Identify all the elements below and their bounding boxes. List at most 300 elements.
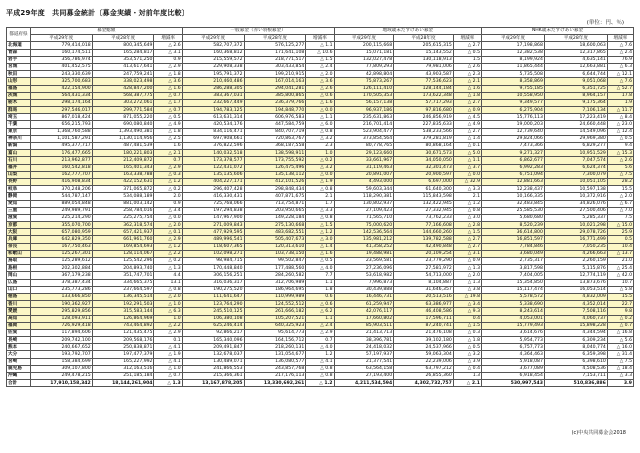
prefecture-cell: 石川 — [7, 157, 31, 164]
value-cell: 303,272,061 — [92, 99, 154, 106]
table-row — [7, 63, 634, 70]
total-value-cell: △ 2.1 — [453, 380, 481, 387]
value-cell: 8,358,869 — [482, 78, 545, 85]
header-row-subheads — [7, 35, 634, 42]
value-cell: △ 2.7 — [453, 128, 481, 135]
prefecture-cell: 京都 — [7, 222, 31, 229]
subheader-fy28: 平成28年度 — [92, 35, 154, 42]
value-cell: 0.9 — [154, 200, 182, 207]
prefecture-cell: 香川 — [7, 301, 31, 308]
value-cell: 0.7 — [154, 157, 182, 164]
value-cell: 779,414,018 — [30, 42, 92, 49]
value-cell: 371,065,872 — [92, 186, 154, 193]
value-cell: 4,832,009 — [544, 293, 607, 300]
value-cell: 2,735,317 — [482, 258, 545, 265]
value-cell: 23,569,581 — [334, 258, 394, 265]
value-cell: 690,080,840 — [92, 121, 154, 128]
value-cell: 190,362,927 — [30, 301, 92, 308]
value-cell: 197,294,838 — [182, 207, 244, 214]
value-cell: △ 1.2 — [453, 200, 481, 207]
value-cell: △ 6.3 — [154, 308, 182, 315]
value-cell: 39,102,180 — [394, 337, 454, 344]
value-cell: 7,784,846 — [482, 243, 545, 250]
value-cell: △ 3.0 — [453, 214, 481, 221]
value-cell: 6,309,234 — [544, 337, 607, 344]
value-cell: △ 2.6 — [306, 85, 334, 92]
value-cell: 420,534,176 — [182, 121, 244, 128]
value-cell: 523,904,477 — [334, 128, 394, 135]
value-cell: 97,816,680 — [394, 107, 454, 114]
value-cell: 1.1 — [306, 315, 334, 322]
value-cell: 19,000,203 — [482, 121, 545, 128]
value-cell: 6,644,744 — [544, 71, 607, 78]
value-cell: 640,325,923 — [244, 322, 306, 329]
value-cell: 5,285,337 — [544, 214, 607, 221]
value-cell: 232,667,449 — [182, 99, 244, 106]
value-cell: △ 6.7 — [607, 200, 633, 207]
value-cell: △ 2.2 — [154, 322, 182, 329]
value-cell: △ 52.7 — [607, 85, 633, 92]
value-cell: 367,179,238 — [30, 272, 92, 279]
value-cell: 404,227,171 — [182, 178, 244, 185]
value-cell: 212,409,872 — [92, 157, 154, 164]
value-cell: 236,379,766 — [244, 99, 306, 106]
prefecture-cell: 島根 — [7, 265, 31, 272]
value-cell: 136,080,577 — [244, 358, 306, 365]
value-cell: △ 1.5 — [306, 56, 334, 63]
value-cell: 1.6 — [154, 143, 182, 150]
value-cell: 489,996,541 — [182, 236, 244, 243]
value-cell: 218,771,517 — [244, 56, 306, 63]
value-cell: 57,717,293 — [394, 99, 454, 106]
value-cell: △ 1.4 — [306, 243, 334, 250]
value-cell: 42,076,117 — [334, 308, 394, 315]
prefecture-cell: 高知 — [7, 315, 31, 322]
value-cell: △ 0.8 — [306, 365, 334, 372]
table-row — [7, 293, 634, 300]
value-cell: △ 2.4 — [607, 49, 633, 56]
value-cell: 413,617,641 — [92, 63, 154, 70]
value-cell: 657,421,937 — [92, 229, 154, 236]
page-title: 平成29年度 共同募金統計〔募金実績・対前年度比較〕 — [6, 9, 189, 17]
value-cell: 353,571,250 — [92, 56, 154, 63]
value-cell: 8,040,774 — [544, 344, 607, 351]
value-cell: △ 0.0 — [453, 171, 481, 178]
value-cell: 251,185,184 — [92, 373, 154, 380]
value-cell: 4,060,737 — [544, 315, 607, 322]
value-cell: 75,873,267 — [334, 78, 394, 85]
value-cell: 258,784,016 — [92, 207, 154, 214]
value-cell: △ 0.7 — [154, 373, 182, 380]
table-row — [7, 308, 634, 315]
value-cell: △ 0.8 — [306, 186, 334, 193]
value-cell: 131,054,677 — [244, 351, 306, 358]
value-cell: 210,460,486 — [182, 78, 244, 85]
header-red-feather: 一般募金（赤い羽根募金） — [182, 28, 334, 35]
value-cell: △ 25.4 — [607, 265, 633, 272]
table-row — [7, 171, 634, 178]
prefecture-cell: 新潟 — [7, 143, 31, 150]
value-cell: △ 3.3 — [607, 373, 633, 380]
value-cell: 0.1 — [154, 337, 182, 344]
value-cell: 123,764,290 — [182, 301, 244, 308]
value-cell: 477,929,595 — [182, 229, 244, 236]
subheader-fy29: 平成29年度 — [482, 35, 545, 42]
value-cell: 564,431,334 — [30, 92, 92, 99]
value-cell: △ 0.3 — [453, 329, 481, 336]
value-cell: △ 10.6 — [306, 49, 334, 56]
value-cell: 26,855,360 — [394, 373, 454, 380]
prefecture-cell: 宮城 — [7, 63, 31, 70]
value-cell: △ 1.7 — [154, 99, 182, 106]
value-cell: 8,104,887 — [394, 279, 454, 286]
value-cell: 186,964,695 — [244, 286, 306, 293]
value-cell: △ 6.0 — [306, 121, 334, 128]
value-cell: 71,565,710 — [334, 214, 394, 221]
value-cell: 298,848,434 — [244, 186, 306, 193]
value-cell: 79,981,006 — [394, 63, 454, 70]
value-cell: 176,477,665 — [30, 150, 92, 157]
value-cell: 697,908,661 — [182, 135, 244, 142]
value-cell: 136,345,514 — [92, 293, 154, 300]
value-cell: △ 0.8 — [453, 207, 481, 214]
value-cell: △ 18.4 — [607, 365, 633, 372]
value-cell: 167,014,163 — [244, 78, 306, 85]
value-cell: 840,707,719 — [244, 128, 306, 135]
table-row — [7, 107, 634, 114]
value-cell: 126,111,410 — [334, 85, 394, 92]
value-cell: 10.4 — [607, 243, 633, 250]
value-cell: 12,881,663 — [482, 178, 545, 185]
table-row — [7, 236, 634, 243]
prefecture-cell: 秋田 — [7, 71, 31, 78]
value-cell: 297,546,017 — [30, 107, 92, 114]
value-cell: 149,228,184 — [244, 214, 306, 221]
value-cell: 20,900,597 — [394, 171, 454, 178]
value-cell: 32,483,845 — [482, 200, 545, 207]
value-cell: 61,640,300 — [394, 186, 454, 193]
value-cell: 227,835,633 — [394, 121, 454, 128]
value-cell: △ 5.0 — [453, 150, 481, 157]
value-cell: △ 0.4 — [453, 365, 481, 372]
value-cell: 29,078,726 — [544, 229, 607, 236]
value-cell: 43,903,587 — [394, 71, 454, 78]
value-cell: 362,318,574 — [92, 222, 154, 229]
value-cell: △ 2.2 — [154, 250, 182, 257]
prefecture-cell: 愛知 — [7, 200, 31, 207]
value-cell: △ 15.0 — [607, 222, 633, 229]
value-cell: 7,508,116 — [544, 308, 607, 315]
value-cell: 286,288,305 — [182, 85, 244, 92]
value-cell: 6,351,725 — [544, 85, 607, 92]
value-cell: 54,713,000 — [394, 272, 454, 279]
value-cell: 3,817,598 — [482, 265, 545, 272]
value-cell: 7,050,235 — [544, 243, 607, 250]
value-cell: 15.5 — [607, 186, 633, 193]
value-cell: △ 2.9 — [154, 236, 182, 243]
value-cell: 132,027,478 — [334, 56, 394, 63]
value-cell: △ 0.6 — [306, 92, 334, 99]
total-value-cell: 18,144,261,904 — [92, 380, 154, 387]
value-cell: 6,918,454 — [482, 373, 545, 380]
value-cell: △ 2.6 — [154, 42, 182, 49]
table-row — [7, 250, 634, 257]
value-cell: 2.3 — [306, 143, 334, 150]
value-cell: △ 2.0 — [607, 193, 633, 200]
value-cell: 118,290,381 — [334, 193, 394, 200]
value-cell: 416,908,834 — [30, 178, 92, 185]
table-row — [7, 135, 634, 142]
value-cell: 205,615,315 — [394, 42, 454, 49]
prefecture-cell: 千葉 — [7, 121, 31, 128]
value-cell: 422,154,900 — [30, 85, 92, 92]
header-total-donations: 募金総額 — [30, 28, 182, 35]
subheader-fy28: 平成28年度 — [394, 35, 454, 42]
value-cell: 4,344,594 — [544, 329, 607, 336]
value-cell: 237,664,597 — [92, 286, 154, 293]
value-cell: 126,864,969 — [92, 315, 154, 322]
value-cell: 209,491,847 — [182, 344, 244, 351]
value-cell: 8,520,239 — [482, 222, 545, 229]
value-cell: 17.8 — [607, 92, 633, 99]
value-cell: 5.6 — [607, 164, 633, 171]
value-cell: 376,822,596 — [182, 143, 244, 150]
value-cell: △ 3.4 — [154, 207, 182, 214]
total-value-cell: 4,302,732,757 — [394, 380, 454, 387]
value-cell: 199,210,915 — [244, 71, 306, 78]
value-cell: 245,510,125 — [182, 308, 244, 315]
value-cell: 125,289,612 — [30, 258, 92, 265]
value-cell: △ 1.8 — [154, 128, 182, 135]
subheader-rate: 増減率 — [154, 35, 182, 42]
value-cell: 657,080,959 — [30, 229, 92, 236]
value-cell: 30,671,573 — [394, 150, 454, 157]
value-cell: △ 1.4 — [453, 135, 481, 142]
table-row — [7, 143, 634, 150]
value-cell: 15,354,850 — [482, 279, 545, 286]
value-cell: 41,358,252 — [334, 243, 394, 250]
value-cell: △ 7.6 — [607, 42, 633, 49]
value-cell: 126,475,496 — [244, 164, 306, 171]
value-cell: 1.0 — [154, 315, 182, 322]
table-row — [7, 279, 634, 286]
total-value-cell: 17,910,158,342 — [30, 380, 92, 387]
total-value-cell: 530,997,543 — [482, 380, 545, 387]
value-cell: 0.7 — [306, 337, 334, 344]
value-cell: 385,800,865 — [244, 92, 306, 99]
table-row — [7, 214, 634, 221]
table-row — [7, 329, 634, 336]
value-cell: △ 3.3 — [306, 207, 334, 214]
value-cell: 16,446,731 — [334, 293, 394, 300]
value-cell: △ 1.3 — [453, 279, 481, 286]
header-row-groups — [7, 28, 634, 35]
value-cell: 63,797,212 — [394, 365, 454, 372]
value-cell: △ 12.4 — [607, 128, 633, 135]
prefecture-cell: 愛媛 — [7, 308, 31, 315]
value-cell: 165,227,992 — [92, 358, 154, 365]
value-cell: 6,751,094 — [482, 171, 545, 178]
value-cell: △ 1.1 — [306, 114, 334, 121]
value-cell: 1,130,114,956 — [92, 135, 154, 142]
value-cell: △ 3.9 — [453, 358, 481, 365]
value-cell: △ 0.5 — [453, 344, 481, 351]
value-cell: 132,422,945 — [394, 200, 454, 207]
value-cell: 368,187,558 — [244, 143, 306, 150]
value-cell: 315,583,144 — [92, 308, 154, 315]
value-cell: 15,071,181 — [334, 49, 394, 56]
prefecture-cell: 福井 — [7, 164, 31, 171]
value-cell: △ 2.9 — [154, 329, 182, 336]
value-cell: 881,003,142 — [92, 200, 154, 207]
prefecture-cell: 広島 — [7, 279, 31, 286]
value-cell: 325,700,683 — [30, 78, 92, 85]
table-row — [7, 193, 634, 200]
total-value-cell: △ 1.3 — [154, 380, 182, 387]
table-row — [7, 301, 634, 308]
value-cell: 6,992,283 — [482, 164, 545, 171]
value-cell: 128,093,911 — [30, 315, 92, 322]
value-cell: 135,138,112 — [244, 171, 306, 178]
value-cell: 9,349,577 — [482, 99, 545, 106]
value-cell: △ 11.7 — [607, 107, 633, 114]
value-cell: 338,023,498 — [92, 78, 154, 85]
value-cell: △ 2.5 — [154, 135, 182, 142]
value-cell: 193,792,707 — [30, 351, 92, 358]
table-row — [7, 71, 634, 78]
table-row — [7, 42, 634, 49]
table-row — [7, 49, 634, 56]
value-cell: 800,345,649 — [92, 42, 154, 49]
value-cell: 10,021,298 — [544, 222, 607, 229]
value-cell: △ 0.1 — [453, 143, 481, 150]
value-cell: 13,873,676 — [544, 279, 607, 286]
table-row — [7, 272, 634, 279]
value-cell: 169,854,693 — [92, 243, 154, 250]
value-cell: 3,614,676 — [482, 329, 545, 336]
value-cell: △ 16.0 — [607, 344, 633, 351]
value-cell: △ 4.0 — [306, 344, 334, 351]
table-row — [7, 178, 634, 185]
value-cell: 173,755,592 — [244, 157, 306, 164]
value-cell: △ 0.7 — [607, 322, 633, 329]
value-cell: 85,903,511 — [334, 322, 394, 329]
value-cell: △ 42.0 — [607, 272, 633, 279]
value-cell: △ 1.3 — [154, 265, 182, 272]
value-cell: 720,863,767 — [244, 135, 306, 142]
value-cell: 225,214,290 — [30, 214, 92, 221]
value-cell: △ 0.2 — [607, 315, 633, 322]
value-cell: 261,666,182 — [244, 308, 306, 315]
value-cell: 246,856,919 — [394, 114, 454, 121]
value-cell: 128,144,184 — [394, 85, 454, 92]
total-row — [7, 380, 634, 387]
value-cell: 7,047,574 — [544, 157, 607, 164]
value-cell: 29,824,066 — [482, 135, 545, 142]
value-cell: 12,317,865 — [544, 49, 607, 56]
value-cell: 7,153,711 — [544, 373, 607, 380]
value-cell: 3,677,089 — [482, 365, 545, 372]
value-cell: 13.1 — [154, 279, 182, 286]
table-row — [7, 322, 634, 329]
unit-label: (単位：円、％) — [586, 20, 624, 26]
value-cell: △ 5.6 — [607, 337, 633, 344]
table-row — [7, 121, 634, 128]
value-cell: 250,838,871 — [92, 344, 154, 351]
value-cell: △ 3.8 — [453, 286, 481, 293]
value-cell: 240,667,652 — [30, 344, 92, 351]
value-cell: △ 1.5 — [306, 222, 334, 229]
value-cell: △ 1.8 — [154, 71, 182, 78]
value-cell: 36,614,800 — [482, 229, 545, 236]
value-cell: 57,197,937 — [334, 351, 394, 358]
prefecture-cell: 福岡 — [7, 322, 31, 329]
value-cell: 5,338,690 — [482, 301, 545, 308]
value-cell: 160,368,812 — [182, 49, 244, 56]
header-prefecture: 都道府県 — [7, 28, 31, 42]
value-cell: 5,735,508 — [482, 71, 545, 78]
value-cell: 275,130,668 — [244, 222, 306, 229]
value-cell: 125,542,296 — [92, 258, 154, 265]
prefecture-cell: 徳島 — [7, 293, 31, 300]
value-cell: 195,791,372 — [182, 71, 244, 78]
value-cell: 303,433,854 — [244, 63, 306, 70]
value-cell: △ 2.6 — [453, 63, 481, 70]
value-cell: △ 2.7 — [453, 99, 481, 106]
value-cell: 165,284,817 — [92, 49, 154, 56]
copyright: (c)中央共同募金会2018 — [571, 430, 626, 436]
value-cell: 80,778,765 — [334, 143, 394, 150]
value-cell: △ 19.8 — [453, 293, 481, 300]
prefecture-cell: 長野 — [7, 178, 31, 185]
value-cell: 7,473,366 — [482, 143, 545, 150]
prefecture-cell: 滋賀 — [7, 214, 31, 221]
value-cell: △ 4.9 — [453, 121, 481, 128]
value-cell: 167,750,463 — [30, 243, 92, 250]
value-cell: 197,477,379 — [92, 351, 154, 358]
value-cell: △ 0.5 — [154, 114, 182, 121]
value-cell: 12,774,119 — [544, 272, 607, 279]
value-cell: 370,248,206 — [30, 186, 92, 193]
table-row — [7, 222, 634, 229]
value-cell: 1.2 — [306, 351, 334, 358]
value-cell: 20,513,516 — [394, 293, 454, 300]
value-cell: △ 2.8 — [453, 222, 481, 229]
value-cell: 284,260,582 — [244, 272, 306, 279]
value-cell: △ 4.1 — [154, 358, 182, 365]
value-cell: 9,755,185 — [482, 85, 545, 92]
prefecture-cell: 山梨 — [7, 171, 31, 178]
value-cell: 17,596,711 — [394, 315, 454, 322]
table-row — [7, 186, 634, 193]
value-cell: 298,174,164 — [30, 99, 92, 106]
value-cell: △ 32.9 — [453, 178, 481, 185]
value-cell: 373,854,564 — [334, 135, 394, 142]
value-cell: △ 1.6 — [306, 99, 334, 106]
value-cell: 87,240,741 — [394, 322, 454, 329]
value-cell: 235,631,863 — [334, 114, 394, 121]
value-cell: △ 1.5 — [453, 322, 481, 329]
value-cell: △ 4.1 — [154, 344, 182, 351]
value-cell: 416,330,431 — [182, 193, 244, 200]
prefecture-cell: 山口 — [7, 286, 31, 293]
value-cell: 27,500,406 — [544, 207, 607, 214]
value-cell: 487,481,539 — [92, 143, 154, 150]
value-cell: 56,157,138 — [334, 99, 394, 106]
value-cell: 22,239,006 — [394, 358, 454, 365]
value-cell: 2.1 — [306, 193, 334, 200]
prefecture-cell: 岩手 — [7, 56, 31, 63]
